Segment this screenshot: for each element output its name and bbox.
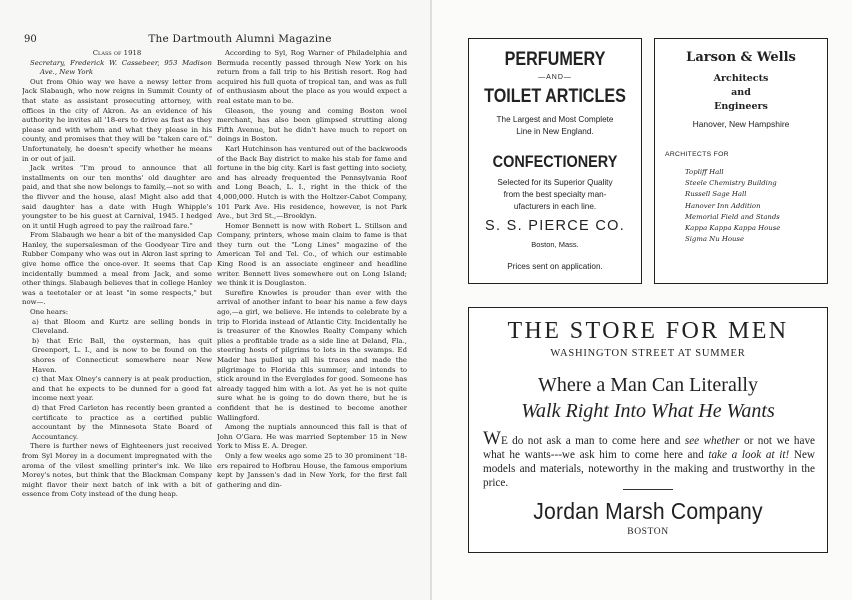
- drop-cap: W: [483, 428, 501, 449]
- ad-title-toilet-articles: TOILET ARTICLES: [484, 86, 626, 107]
- list-item: a) that Bloom and Kurtz are selling bonds in Cleveland.: [32, 317, 212, 336]
- ad-tagline-2: Walk Right Into What He Wants: [521, 400, 775, 422]
- secretary-line: Secretary, Frederick W. Cassebeer, 953 Madison Ave., New York: [30, 58, 212, 77]
- ad-title-perfumery: PERFUMERY: [504, 49, 606, 70]
- one-hears-label: One hears:: [30, 308, 69, 317]
- list-item: Russell Sage Hall: [685, 190, 747, 199]
- ad-body-part: or not we have what he wants---we ask him to come here and: [483, 435, 816, 461]
- ad-line: Selected for its Superior Quality: [497, 178, 613, 187]
- paragraph: Out from Ohio way we have a newsy letter from Jack Slabaugh, who now reigns in Summit County of that state as assistant prosecuting attorney, with offices in the city of Akron. As an evidence of his authority he invites all '18-ers to drive as fast as they please and with whom and what they please in his county, and promises that they will be "taken care of." Unfortunately, he doesn't specify whether he means in or out of jail.: [22, 77, 212, 163]
- ad-ss-pierce: [468, 38, 642, 284]
- ad-city: Hanover, New Hampshire: [692, 119, 790, 129]
- ad-line: Line in New England.: [516, 127, 594, 136]
- ad-company-name: S. S. PIERCE CO.: [484, 218, 626, 234]
- ad-body-text: [483, 428, 816, 490]
- ad-prices-note: Prices sent on application.: [507, 262, 603, 271]
- ad-buildings-list: [685, 167, 780, 245]
- paragraph: There is further news of Eighteeners just received from Syl Morey in a document impregnated with the aroma of the vilest smelling printer's ink. We like Morey's notes, but think that the Blackman Company might flavor their next batch of ink with a bit of essence from Coty instead of the dung heap.: [22, 442, 212, 499]
- ad-subtitle-2: [475, 177, 635, 213]
- ad-line: from the best specialty man-: [503, 190, 607, 199]
- ad-line: ufacturers in each line.: [513, 202, 597, 211]
- paragraph: Karl Hutchinson has ventured out of the backwoods of the Back Bay district to make his stab for fame and fortune in the big city. Karl is fast getting into society, and has already frequented the Pennsylvania Roof and Long Beach, L. I., right in the thick of the 4,000,000. Hutch is with the Holtzer-Cabot Company, 101 Park Ave. His residence, however, is not Park Ave., but 3rd St.,—Brooklyn.: [217, 144, 407, 221]
- paragraph: From Slabaugh we hear a bit of the manysided Cap Hanley, the supersalesman of the Goodyear Tire and Rubber Company who was out in Akron last spring to give home office the once-over. It seems that Cap incidentally bummed a meal from Jack, and some other things. Slabaugh believes that in college Hanley was a teetotaler or at least "in some respects," but now—.: [22, 231, 212, 307]
- list-item: Hanover Inn Addition: [685, 201, 761, 210]
- ad-and: —AND—: [538, 74, 572, 81]
- ad-tagline-1: Where a Man Can Literally: [538, 374, 758, 396]
- ad-body-part: E do not ask a man to come here and: [500, 435, 685, 447]
- ad-line: Architects: [713, 73, 769, 84]
- paragraph: Surefire Knowles is prouder than ever with the arrival of another infant to bear his name a few days ago,—a girl, we believe. He intends to celebrate by a trip to Florida instead of Atlantic City. Incidentally he is treasurer of the Knowles Realty Company which plies a profitable trade as a side line at Deland, Fla., steering hosts of pilgrims to lots in the swamps. Ed Mader has pulled up all his traces and made the pilgrimage to Florida this summer, and intends to stick around in the Everglades for good. Someone has already tagged him with a lot. As yet he is not quite sure what he is going to do down there, but he is confident that he is destined to become another Wallingford.: [217, 288, 407, 422]
- list-item: c) that Max Olney's cannery is at peak production, and that he expects to be dunned for a good fat income next year.: [32, 375, 212, 403]
- ad-subheadline: WASHINGTON STREET AT SUMMER: [550, 348, 746, 359]
- ad-subtitle-1: [479, 114, 631, 138]
- divider: [623, 489, 673, 490]
- ad-body-part: New models and materials, noteworthy in the making and trustworthy in the price.: [483, 449, 816, 489]
- article-column-1: [22, 49, 212, 589]
- ad-company-name: Jordan Marsh Company: [533, 498, 763, 524]
- paragraph: According to Syl, Rog Warner of Philadelphia and Bermuda recently passed through New York on his return from a fall trip to his British resort. Rog had acquired his full quota of tropical tan, and was as full of enthusiasm about the place as you would expect a real estate man to be.: [217, 49, 407, 105]
- paragraph: Gleason, the young and coming Boston wool merchant, has also been glimpsed strutting along Fifth Avenue, but he didn't have much to report on doings in Boston.: [217, 106, 407, 144]
- ad-line: The Largest and Most Complete: [496, 115, 614, 124]
- list-item: Kappa Kappa Kappa House: [685, 224, 781, 233]
- ad-body-emphasis: take a look at it!: [708, 449, 790, 461]
- list-item: Memorial Field and Stands: [685, 212, 780, 221]
- list-item: b) that Eric Ball, the oysterman, has quit Greenport, L. I., and is now to be found on the shores of Connecticut somewhere near New Haven.: [32, 336, 212, 374]
- paragraph: Among the nuptials announced this fall is that of John O'Gara. He was married September 15 in New York to Miss E. A. Dreger.: [217, 423, 407, 451]
- ad-jordan-marsh: [468, 307, 828, 553]
- list-item: Steele Chemistry Building: [685, 179, 777, 188]
- ad-body-emphasis: see whether: [684, 435, 740, 447]
- paragraph: Homer Bennett is now with Robert L. Stillson and Company, printers, whose main claim to fame is that they turn out the "Long Lines" magazine of the American Tel and Tel. Co., of which our estimable King Rood is an associate engineer and headline writer. Bennett lives somewhere out on Long Island; we think it is Douglaston.: [217, 221, 407, 288]
- list-item: Sigma Nu House: [685, 235, 745, 244]
- list-item: d) that Fred Carleton has recently been granted a certificate to practice as a certified public accountant by the Minnesota State Board of Accountancy.: [32, 403, 212, 441]
- ad-line: Engineers: [714, 101, 768, 112]
- paragraph: Only a few weeks ago some 25 to 30 prominent '18-ers repaired to Hofbrau House, the famous emporium kept by Janssen's dad in New York, for the first fall gathering and din-: [217, 451, 407, 489]
- list-item: Topliff Hall: [685, 168, 724, 176]
- ad-line: and: [731, 87, 751, 98]
- ad-location: Boston, Mass.: [531, 240, 579, 249]
- ad-title-confectionery: CONFECTIONERY: [492, 152, 618, 171]
- class-heading: Class of 1918: [92, 49, 142, 57]
- ad-architects-for-label: ARCHITECTS FOR: [665, 151, 729, 158]
- ad-city: BOSTON: [627, 527, 669, 537]
- paragraph: Jack writes "I'm proud to announce that all installments on our ten months' old daughter are paid, and that she now belongs to family,—not so with the flivver and the house, alas! Might also add that said daughter has a date with Hugh Whipple's youngster to be his guest at Carnival, 1945. I hedged on it until Hugh agreed to pay the railroad fare.": [22, 164, 212, 230]
- article-column-2: [217, 49, 407, 589]
- ad-larson-wells: [654, 38, 828, 284]
- ad-profession: [655, 72, 827, 114]
- page-number: 90: [24, 34, 37, 45]
- ad-headline: THE STORE FOR MEN: [507, 318, 789, 344]
- running-head-title: The Dartmouth Alumni Magazine: [148, 33, 332, 45]
- ad-firm-name: Larson & Wells: [686, 50, 796, 65]
